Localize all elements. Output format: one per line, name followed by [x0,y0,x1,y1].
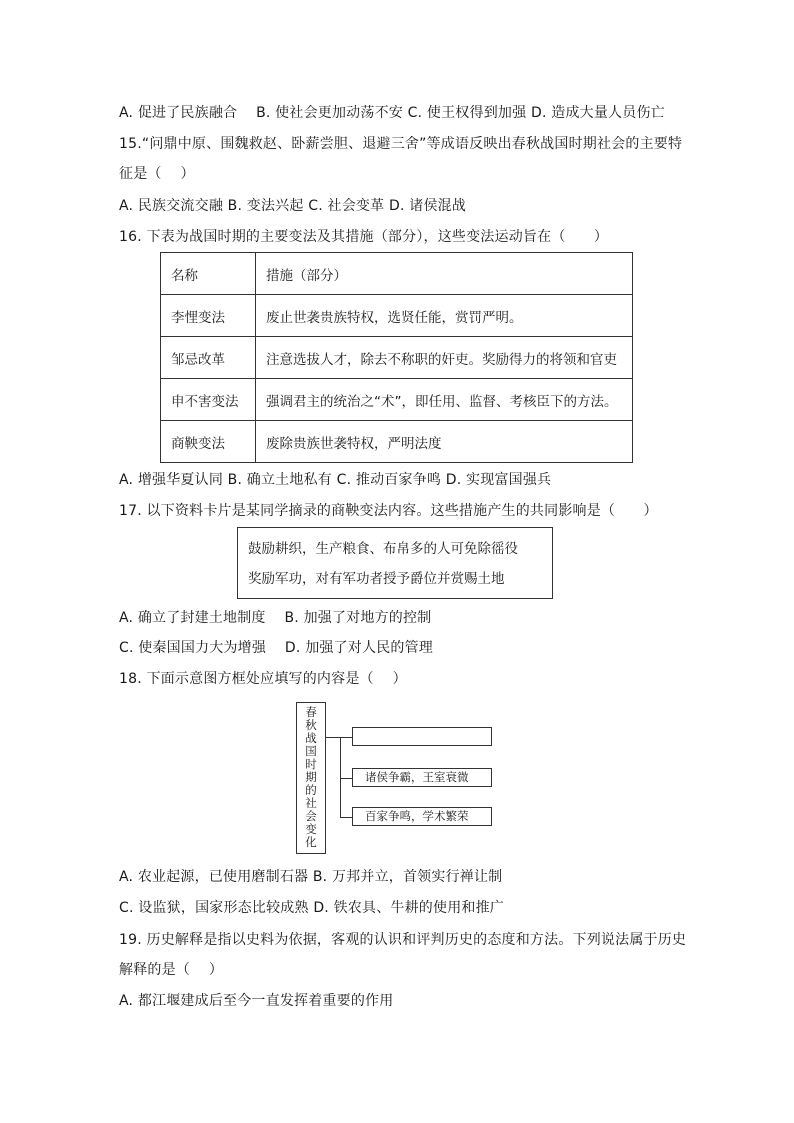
vertical-char: 会 [305,809,317,823]
reform-table [160,252,633,463]
vertical-char: 秋 [305,718,317,732]
vertical-char: 化 [305,835,317,849]
table-header-row [161,253,633,295]
table-row [161,337,633,379]
table-header-cell: 名称 [161,253,256,295]
table-row [161,295,633,337]
vertical-char: 春 [305,705,317,719]
table-cell: 邹忌改革 [161,337,256,379]
table-cell: 商鞅变法 [161,421,256,463]
q17-stem: 17. 以下资料卡片是某同学摘录的商鞅变法内容。这些措施产生的共同影响是（ ） [119,503,658,519]
vertical-char: 社 [305,796,317,810]
diagram-branch [340,737,352,738]
vertical-char: 期 [305,770,317,784]
q19-option-a: A. 都江堰建成后至今一直发挥着重要的作用 [119,993,394,1009]
table-cell: 强调君主的统治之“术”，即任用、监督、考核臣下的方法。 [256,379,633,421]
q18-options-line2: C. 设监狱，国家形态比较成熟 D. 铁农具、牛耕的使用和推广 [119,900,505,916]
diagram-box: 百家争鸣，学术繁荣 [352,807,492,826]
vertical-char: 国 [305,744,317,758]
q16-stem: 16. 下表为战国时期的主要变法及其措施（部分），这些变法运动旨在（ ） [119,229,609,245]
table-cell: 废除贵族世袭特权，严明法度 [256,421,633,463]
q15-stem-line1: 15.“问鼎中原、围魏救赵、卧薪尝胆、退避三舍”等成语反映出春秋战国时期社会的主要特 [119,136,683,152]
q17-options-line1: A. 确立了封建土地制度 B. 加强了对地方的控制 [119,610,432,626]
diagram-branch [340,778,352,779]
q19-stem-line2: 解释的是（ ） [119,962,224,978]
table-cell: 注意选拔人才，除去不称职的奸吏。奖励得力的将领和官吏 [256,337,633,379]
q15-options: A. 民族交流交融 B. 变法兴起 C. 社会变革 D. 诸侯混战 [119,198,467,214]
table-header-cell: 措施（部分） [256,253,633,295]
diagram-connector [326,737,340,738]
diagram-blank-box [352,727,492,746]
vertical-char: 战 [305,731,317,745]
society-change-diagram [296,702,496,856]
diagram-branch [340,817,352,818]
q19-stem-line1: 19. 历史解释是指以史料为依据，客观的认识和评判历史的态度和方法。下列说法属于历史 [119,932,687,948]
vertical-char: 的 [305,783,317,797]
table-cell: 申不害变法 [161,379,256,421]
q14-options: A. 促进了民族融合 B. 使社会更加动荡不安 C. 使王权得到加强 D. 造成大量人员伤亡 [119,105,665,121]
card-line: 鼓励耕织，生产粮食、布帛多的人可免除徭役 [248,541,518,557]
card-line: 奖励军功，对有军功者授予爵位并赏赐土地 [248,571,505,587]
table-row [161,421,633,463]
material-card [237,527,553,599]
diagram-vertical-box [296,702,326,854]
q18-options-line1: A. 农业起源，已使用磨制石器 B. 万邦并立，首领实行禅让制 [119,869,503,885]
q17-options-line2: C. 使秦国国力大为增强 D. 加强了对人民的管理 [119,640,434,656]
diagram-box: 诸侯争霸，王室衰微 [352,768,492,787]
q16-options: A. 增强华夏认同 B. 确立土地私有 C. 推动百家争鸣 D. 实现富国强兵 [119,472,552,488]
table-cell: 废止世袭贵族特权，选贤任能，赏罚严明。 [256,295,633,337]
table-row [161,379,633,421]
vertical-char: 时 [305,757,317,771]
q18-stem: 18. 下面示意图方框处应填写的内容是（ ） [119,671,407,687]
vertical-char: 变 [305,822,317,836]
table-cell: 李悝变法 [161,295,256,337]
q15-stem-line2: 征是（ ） [119,166,195,182]
